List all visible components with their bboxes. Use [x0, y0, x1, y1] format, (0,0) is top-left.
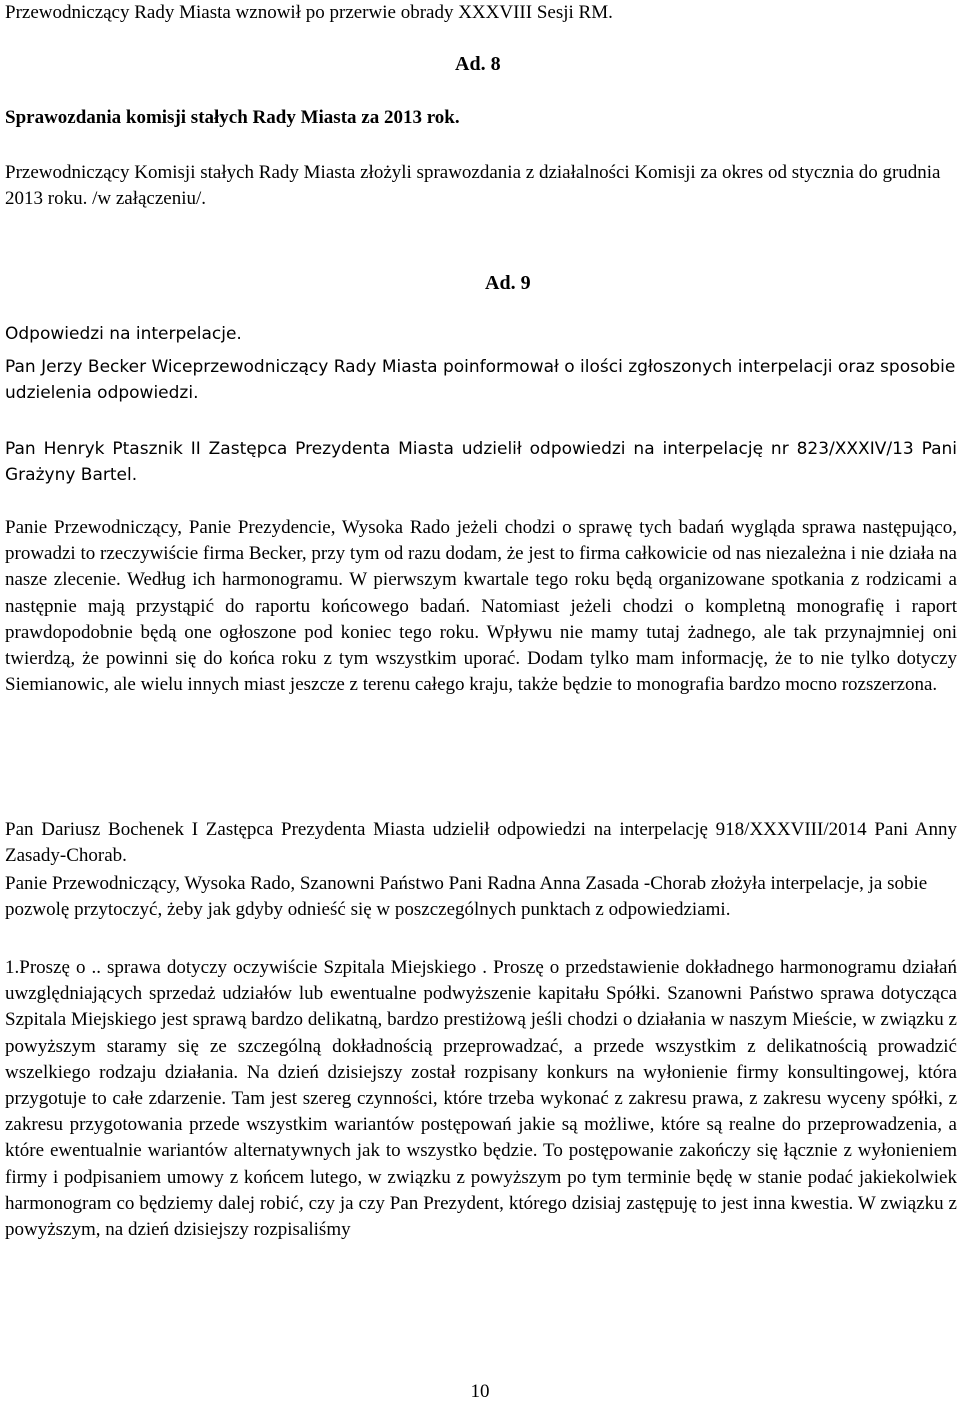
ptasznik-answer-paragraph: Panie Przewodniczący, Panie Prezydencie, Wysoka Rado jeżeli chodzi o sprawę tych badań wygląda sprawa następująco, prowadzi to rzeczywiście firma Becker, przy tym od razu dodam, że jest to firma całkowicie od nas niezależna i nie działa na nasze zlecenie. Według ich harmonogramu. W pierwszym kwartale tego roku będą organizowane spotkania z rodzicami a następnie mają przystąpić do raportu końcowego badań. Natomiast jeżeli chodzi o kompletną monografię i raport prawdopodobnie będą one ogłoszone pod koniec tego roku. Wpływu nie mamy tutaj żadnego, ale tak przynajmniej oni twierdzą, że powinni się do końca roku z tym wszystkim uporać. Dodam tylko mam informację, że to nie tylko dotyczy Siemianowic, ale wielu innych miast jeszcze z terenu całego kraju, także będzie to monografia bardzo mocno rozszerzona. — [5, 517, 957, 696]
hospital-answer-paragraph: 1.Proszę o .. sprawa dotyczy oczywiście Szpitala Miejskiego . Proszę o przedstawienie dokładnego harmonogramu działań uwzględniających sprzedaż udziałów lub ewentualne podwyższenie kapitału Spółki. Szanowni Państwo sprawa dotycząca Szpitala Miejskiego jest sprawą bardzo delikatną, bardzo prestiżową jeśli chodzi o działania w naszym Mieście, w związku z powyższym staramy się ze szczególną dokładnością przeprowadzać, a przede wszystkim z delikatnością prowadzić wszelkiego rodzaju działania. Na dzień dzisiejszy został rozpisany konkurs na wyłonienie firmy konsultingowej, która przygotuje to całe zdarzenie. Tam jest szereg czynności, które trzeba wykonać z zakresu prawa, z zakresu wyceny spółki, z zakresu przygotowania przede wszystkim wariantów postępowań jakie są możliwe, które są realne do przeprowadzenia, a które ewentualnie wariantów alternatywnych jak to wszystko będzie. To postępowanie zakończy się łącznie z wyłonieniem firmy i podpisaniem umowy z końcem lutego, w związku z powyższym po tym terminie będę w stanie podać jakiekolwiek harmonogram co będziemy dalej robić, czy ja czy Pan Prezydent, którego dzisiaj zastępuję to jest inna kwestia. W związku z powyższym, na dzień dzisiejszy rozpisaliśmy — [5, 957, 957, 1241]
agenda-item-9-heading: Ad. 9 — [485, 272, 531, 294]
agenda-item-8-body: Przewodniczący Komisji stałych Rady Miasta złożyli sprawozdania z działalności Komisji za okres od stycznia do grudnia 2013 roku. /w załączeniu/. — [5, 162, 941, 210]
agenda-item-8-heading: Ad. 8 — [455, 53, 501, 75]
bochenek-paragraph: Pan Dariusz Bochenek I Zastępca Prezydenta Miasta udzielił odpowiedzi na interpelację 918/XXXVIII/2014 Pani Anny Zasady-Chorab. — [5, 819, 957, 867]
agenda-item-8-title: Sprawozdania komisji stałych Rady Miasta za 2013 rok. — [5, 107, 460, 128]
bochenek-intro-paragraph: Panie Przewodniczący, Wysoka Rado, Szanowni Państwo Pani Radna Anna Zasada -Chorab złożyła interpelacje, ja sobie pozwolę przytoczyć, żeby jak gdyby odnieść się w poszczególnych punktach z odpowiedziami. — [5, 873, 928, 921]
agenda-item-9-title: Odpowiedzi na interpelacje. — [5, 324, 242, 344]
becker-paragraph: Pan Jerzy Becker Wiceprzewodniczący Rady Miasta poinformował o ilości zgłoszonych interpelacji oraz sposobie udzielenia odpowiedzi. — [5, 357, 956, 404]
page-number: 10 — [470, 1381, 490, 1402]
ptasznik-paragraph: Pan Henryk Ptasznik II Zastępca Prezydenta Miasta udzielił odpowiedzi na interpelację nr 823/XXXIV/13 Pani Grażyny Bartel. — [5, 439, 957, 486]
session-resume-line: Przewodniczący Rady Miasta wznowił po przerwie obrady XXXVIII Sesji RM. — [5, 2, 613, 23]
